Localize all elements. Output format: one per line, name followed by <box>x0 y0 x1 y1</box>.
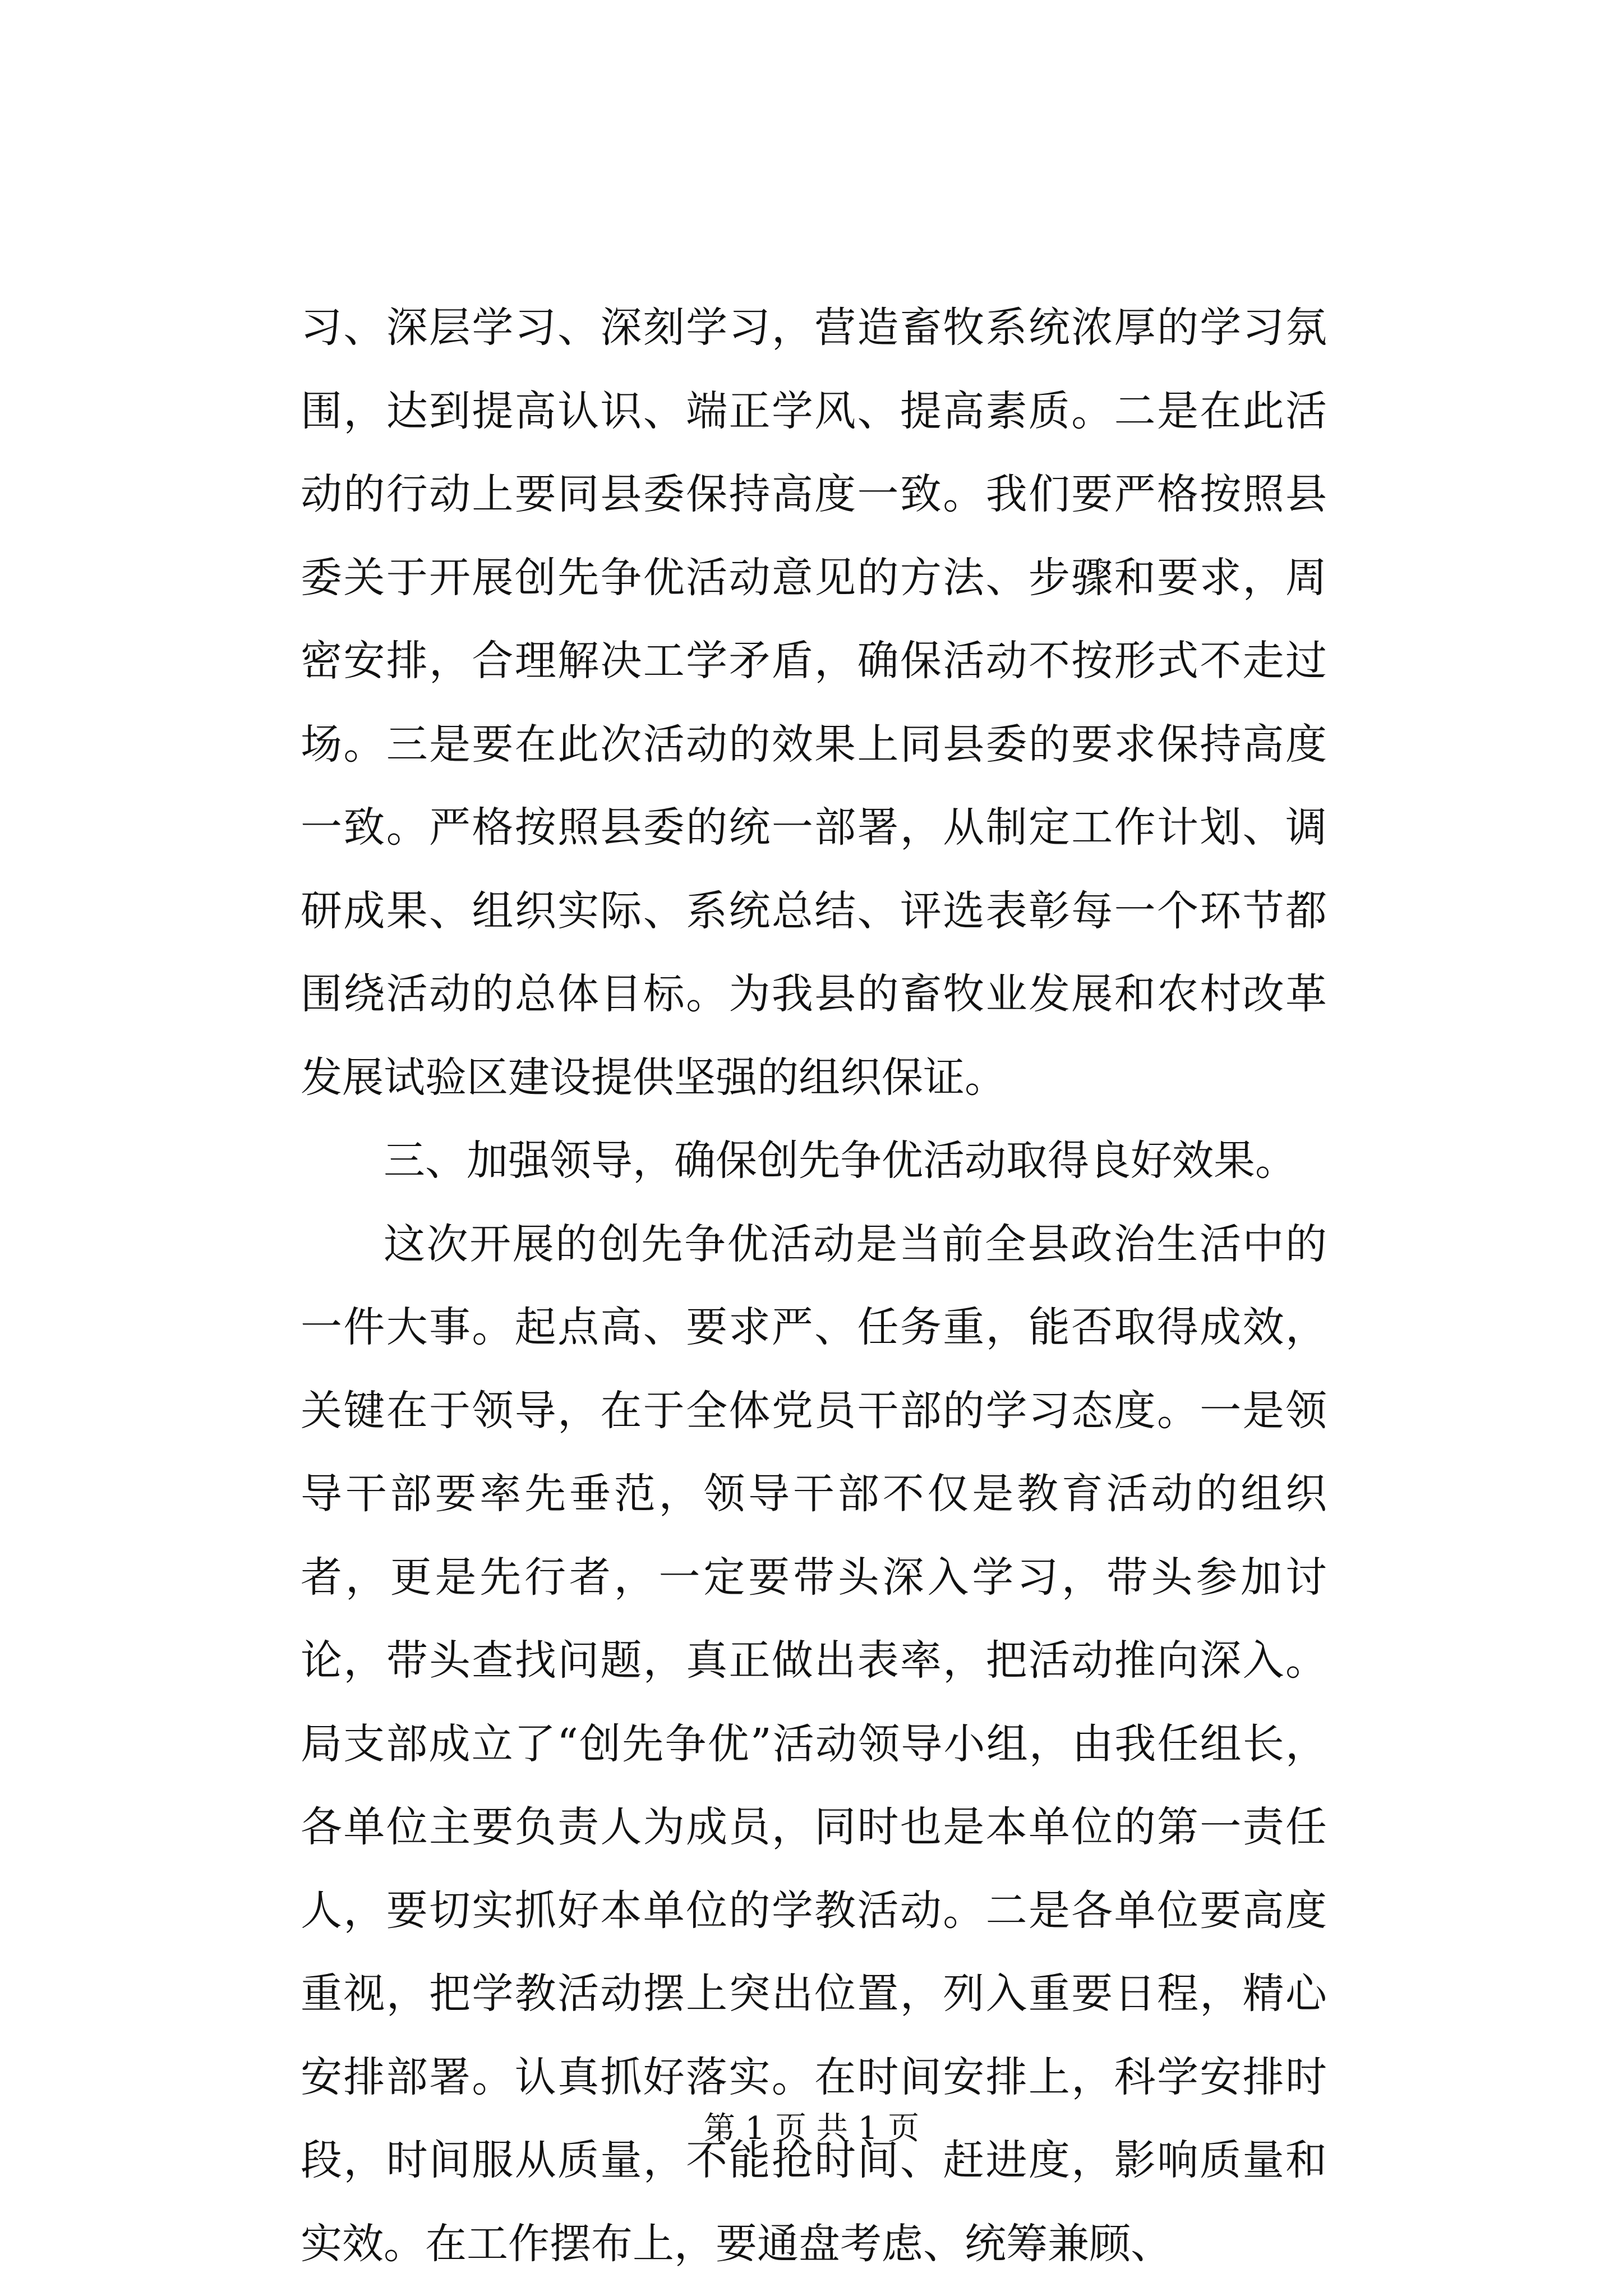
section-heading-3: 三、加强领导，确保创先争优活动取得良好效果。 <box>384 1137 1297 1185</box>
document-body <box>301 286 1327 2285</box>
body-paragraph-2: 这次开展的创先争优活动是当前全县政治生活中的一件大事。起点高、要求严、任务重，能否取得成效，关键在于领导，在于全体党员干部的学习态度。一是领导干部要率先垂范，领导干部不仅是教育活动的组织者，更是先行者，一定要带头深入学习，带头参加讨论，带头查找问题，真正做出表率，把活动推向深入。局支部成立了“创先争优”活动领导小组，由我任组长，各单位主要负责人为成员，同时也是本单位的第一责任人，要切实抓好本单位的学教活动。二是各单位要高度重视，把学教活动摆上突出位置，列入重要日程，精心安排部署。认真抓好落实。在时间安排上，科学安排时段，时间服从质量，不能抢时间、赶进度，影响质量和实效。在工作摆布上，要通盘考虑、统筹兼顾、 <box>301 1220 1327 2268</box>
page-footer: 第 1 页 共 1 页 <box>703 2110 920 2147</box>
body-paragraph-1: 习、深层学习、深刻学习，营造畜牧系统浓厚的学习氛围，达到提高认识、端正学风、提高素质。二是在此活动的行动上要同县委保持高度一致。我们要严格按照县委关于开展创先争优活动意见的方法、步骤和要求，周密安排，合理解决工学矛盾，确保活动不按形式不走过场。三是要在此次活动的效果上同县委的要求保持高度一致。严格按照县委的统一部署，从制定工作计划、调研成果、组织实际、系统总结、评选表彰每一个环节都围绕活动的总体目标。为我县的畜牧业发展和农村改革发展试验区建设提供坚强的组织保证。 <box>301 303 1327 1102</box>
